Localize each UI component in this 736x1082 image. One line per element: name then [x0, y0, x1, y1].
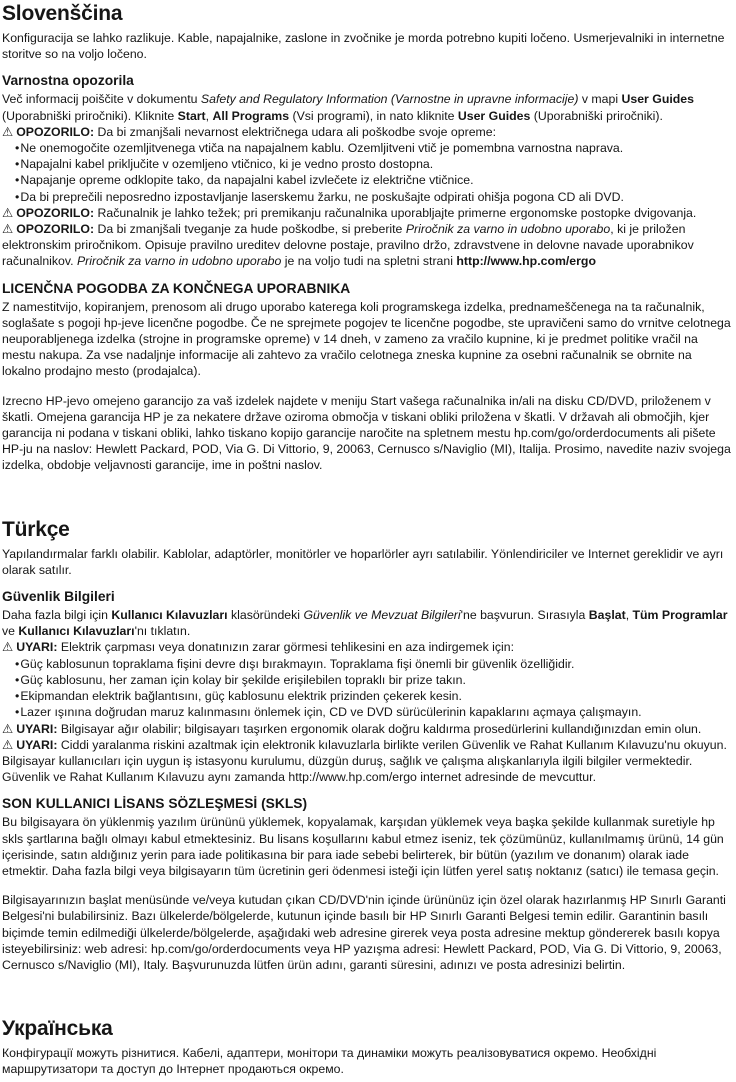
bold-text: Kullanıcı Kılavuzları — [111, 608, 228, 623]
bullet-icon: • — [15, 656, 20, 671]
bullet-icon: • — [15, 689, 20, 704]
warning-note: ⚠ UYARI: Elektrik çarpması veya donatınızın zarar görmesi tehlikesini en aza indirgemek için: — [2, 639, 515, 655]
warning-icon: ⚠ — [2, 736, 14, 752]
bullet-icon: • — [15, 189, 20, 204]
bullet-icon: • — [15, 672, 20, 687]
language-title: Türkçe — [2, 517, 70, 541]
warning-note: ⚠ OPOZORILO: Da bi zmanjšali tveganje za hude poškodbe, si preberite Priročnik za varno in udobno uporabo, ki je priložen elektronskim priročnikom. Opisuje pravilno ureditev delovne postaje, pravilno držo, zdravstvene in delovne navade uporabnikov računalnikov. Priročnik za varno in udobno uporabo je na voljo tudi na spletni strani http://www.hp.com/ergo — [2, 221, 694, 269]
bullet-item: •Napajalni kabel priključite v ozemljeno vtičnico, ki je vedno prosto dostopna. — [15, 157, 434, 172]
paragraph: Izrecno HP-jevo omejeno garancijo za vaš izdelek najdete v meniju Start vašega računalnika in/ali na disku CD/DVD, priloženem v škatli. Omejena garancija HP je za nekatere države oziroma območja v tiskani obliki priložena v škatli. V državah ali območjih, kjer garancija ni podana v tiskani obliki, lahko tiskano kopijo garancije naročite na spletnem mestu hp.com/go/orderdocuments ali pišete HP-ju na naslov: Hewlett Packard, POD, Via G. Di Vittorio, 9, 20063, Cernusco s/Naviglio (MI), Italija. Prosimo, navedite naziv svojega izdelka, obdobje veljavnosti garancije, ime in poštni naslov. — [2, 393, 731, 473]
paragraph: Bu bilgisayara ön yüklenmiş yazılım ürününü yüklemek, kopyalamak, karşıdan yüklemek veya başka şekilde kullanmak suretiyle hp skls şartlarına bağlı olmayı kabul etmektesiniz. Bu lisans koşullarını kabul etmez iseniz, tek çözümünüz, kullanılmamış ürünü, 14 gün içerisinde, satın aldığınız yerin para iade politikasına bir para iade sebebi belirterek, bir bütün (yazılım ve donanım) olarak iade etmektir. Daha fazla bilgi veya bilgisayarın tüm ücretinin geri ödenmesi isteği için lütfen yerel satış noktanız (satıcı) ile temasa geçin. — [2, 815, 724, 878]
bold-text: User Guides — [621, 92, 694, 107]
warning-icon: ⚠ — [2, 204, 14, 220]
bullet-item: •Güç kablosunun topraklama fişini devre dışı bırakmayın. Topraklama fişi önemli bir güvenlik özelliğidir. — [15, 656, 575, 671]
language-title: Slovenščina — [2, 2, 123, 25]
section-turkce — [2, 518, 731, 973]
bullet-item: •Lazer ışınına doğrudan maruz kalınmasını önlemek için, CD ve DVD sürücülerinin kapaklarını açmaya çalışmayın. — [15, 705, 642, 720]
bullet-icon: • — [15, 157, 20, 172]
bullet-item: •Ekipmandan elektrik bağlantısını, güç kablosunu elektrik prizinden çekerek kesin. — [15, 689, 462, 704]
paragraph: Daha fazla bilgi için Kullanıcı Kılavuzları klasöründeki Güvenlik ve Mevzuat Bilgileri'ne başvurun. Sırasıyla Başlat, Tüm Programlar ve Kullanıcı Kılavuzları'nı tıklatın. — [2, 608, 728, 639]
warning-note: ⚠ UYARI: Bilgisayar ağır olabilir; bilgisayarı taşırken ergonomik olarak doğru kaldırma prosedürlerini kullandığınızdan emin olun. — [2, 720, 702, 736]
bullet-item: •Güç kablosunu, her zaman için kolay bir şekilde erişilebilen topraklı bir prize takın. — [15, 672, 466, 687]
section-ukrainska — [2, 1017, 731, 1077]
warning-label: UYARI: — [16, 640, 58, 655]
paragraph: Конфігурації можуть різнитися. Кабелі, адаптери, монітори та динаміки можуть реалізовуватися окремо. Необхідні маршрутизатори та доступ до Інтернет продаються окремо. — [2, 1046, 657, 1077]
italic-text: Safety and Regulatory Information (Varnostne in upravne informacije) — [200, 92, 579, 107]
italic-text: Güvenlik ve Mevzuat Bilgileri — [303, 608, 461, 623]
warning-icon: ⚠ — [2, 221, 14, 237]
italic-text: Priročnik za varno in udobno uporabo — [76, 254, 282, 269]
bold-text: Tüm Programlar — [632, 608, 728, 623]
bullet-icon: • — [15, 173, 20, 188]
warning-icon: ⚠ — [2, 720, 14, 736]
bullet-item: •Ne onemogočite ozemljitvenega vtiča na napajalnem kablu. Ozemljitveni vtič je pomembna varnostna naprava. — [15, 141, 624, 156]
warning-note: ⚠ OPOZORILO: Računalnik je lahko težek; pri premikanju računalnika uporabljajte primerne ergonomske postopke dvigovanja. — [2, 204, 697, 220]
bold-text: Start — [177, 108, 206, 123]
section-heading: Varnostna opozorila — [2, 73, 134, 89]
bullet-list — [2, 140, 731, 205]
warning-label: UYARI: — [16, 737, 58, 752]
bold-text: http://www.hp.com/ergo — [456, 254, 596, 269]
bold-text: All Programs — [212, 108, 290, 123]
paragraph: Več informacij poiščite v dokumentu Safety and Regulatory Information (Varnostne in upravne informacije) v mapi User Guides (Uporabniški priročniki). Kliknite Start, All Programs (Vsi programi), in nato kliknite User Guides (Uporabniški priročniki). — [2, 92, 694, 123]
warning-icon: ⚠ — [2, 123, 14, 139]
bullet-icon: • — [15, 141, 20, 156]
warning-icon: ⚠ — [2, 639, 14, 655]
italic-text: Priročnik za varno in udobno uporabo — [405, 222, 611, 237]
section-heading: LICENČNA POGODBA ZA KONČNEGA UPORABNIKA — [2, 280, 351, 296]
paragraph: Yapılandırmalar farklı olabilir. Kablolar, adaptörler, monitörler ve hoparlörler ayrı satılabilir. Yönlendiriciler ve Internet gereklidir ve ayrı olarak satılır. — [2, 546, 724, 577]
language-title: Українська — [2, 1017, 113, 1041]
paragraph: Konfiguracija se lahko razlikuje. Kable, napajalnike, zaslone in zvočnike je morda potrebno kupiti ločeno. Usmerjevalniki in internetne storitve so na voljo ločeno. — [2, 31, 725, 62]
section-heading: SON KULLANICI LİSANS SÖZLEŞMESİ (SKLS) — [2, 796, 308, 812]
warning-label: OPOZORILO: — [16, 124, 95, 139]
bullet-item: •Da bi preprečili neposredno izpostavljanje laserskemu žarku, ne poskušajte odpirati ohišja pogona CD ali DVD. — [15, 189, 624, 204]
bold-text: User Guides — [457, 108, 531, 123]
warning-label: UYARI: — [16, 721, 58, 736]
bullet-icon: • — [15, 705, 20, 720]
section-slovenscina — [2, 2, 731, 474]
warning-note: ⚠ OPOZORILO: Da bi zmanjšali nevarnost električnega udara ali poškodbe svoje opreme: — [2, 123, 497, 139]
bullet-item: •Napajanje opreme odklopite tako, da napajalni kabel izvlečete iz električne vtičnice. — [15, 173, 474, 188]
warning-label: OPOZORILO: — [16, 205, 95, 220]
section-heading: Güvenlik Bilgileri — [2, 589, 115, 605]
paragraph: Z namestitvijo, kopiranjem, prenosom ali drugo uporabo katerega koli programskega izdelka, prednameščenega na ta računalnik, soglašate s pogoji hp-jeve licenčne pogodbe. Če ne sprejmete pogojev te licenčne pogodbe, ste upravičeni samo do vrnitve celotnega neuporabljenega izdelka (strojne in programske opreme) v 14 dneh, v zameno za vračilo kupnine, ki je predmet politike vračil na mestu nakupa. Za vse nadaljnje informacije ali zahtevo za vračilo celotnega zneska kupnine za osebni računalnik se obrnite na lokalno prodajno mesto (prodajalca). — [2, 299, 731, 379]
paragraph: Bilgisayarınızın başlat menüsünde ve/veya kutudan çıkan CD/DVD'nin içinde ürününüz için özel olarak hazırlanmış HP Sınırlı Garanti Belgesi'ni bulabilirsiniz. Bazı ülkelerde/bölgelerde, kutunun içinde basılı bir HP Sınırlı Garanti Belgesi temin edilir. Garantinin basılı biçimde temin edilmediği ülkelerde/bölgelerde, aşağıdaki web adresine girerek veya posta adresine mektup göndererek basılı kopya isteyebilirsiniz: web adresi: hp.com/go/orderdocuments veya HP yazışma adresi: Hewlett Packard, POD, Via G. Di Vittorio, 9, 20063, Cernusco s/Naviglio (MI), Italy. Başvurunuzda lütfen ürün adını, garanti süresini, adınızı ve posta adresinizi belirtin. — [2, 893, 726, 972]
warning-label: OPOZORILO: — [16, 222, 95, 237]
bold-text: Kullanıcı Kılavuzları — [18, 624, 135, 639]
bold-text: Başlat — [588, 608, 626, 623]
warning-note: ⚠ UYARI: Ciddi yaralanma riskini azaltmak için elektronik kılavuzlarla birlikte verilen Güvenlik ve Rahat Kullanım Kılavuzu'nu okuyun. Bilgisayar kullanıcıları için uygun iş istasyonu kurulumu, düzgün duruş, sağlık ve çalışma alışkanlarıyla ilgili bilgiler vermektedir. Güvenlik ve Rahat Kullanım Kılavuzu aynı zamanda http://www.hp.com/ergo internet adresinde de mevcuttur. — [2, 736, 727, 785]
bullet-list — [2, 656, 731, 721]
